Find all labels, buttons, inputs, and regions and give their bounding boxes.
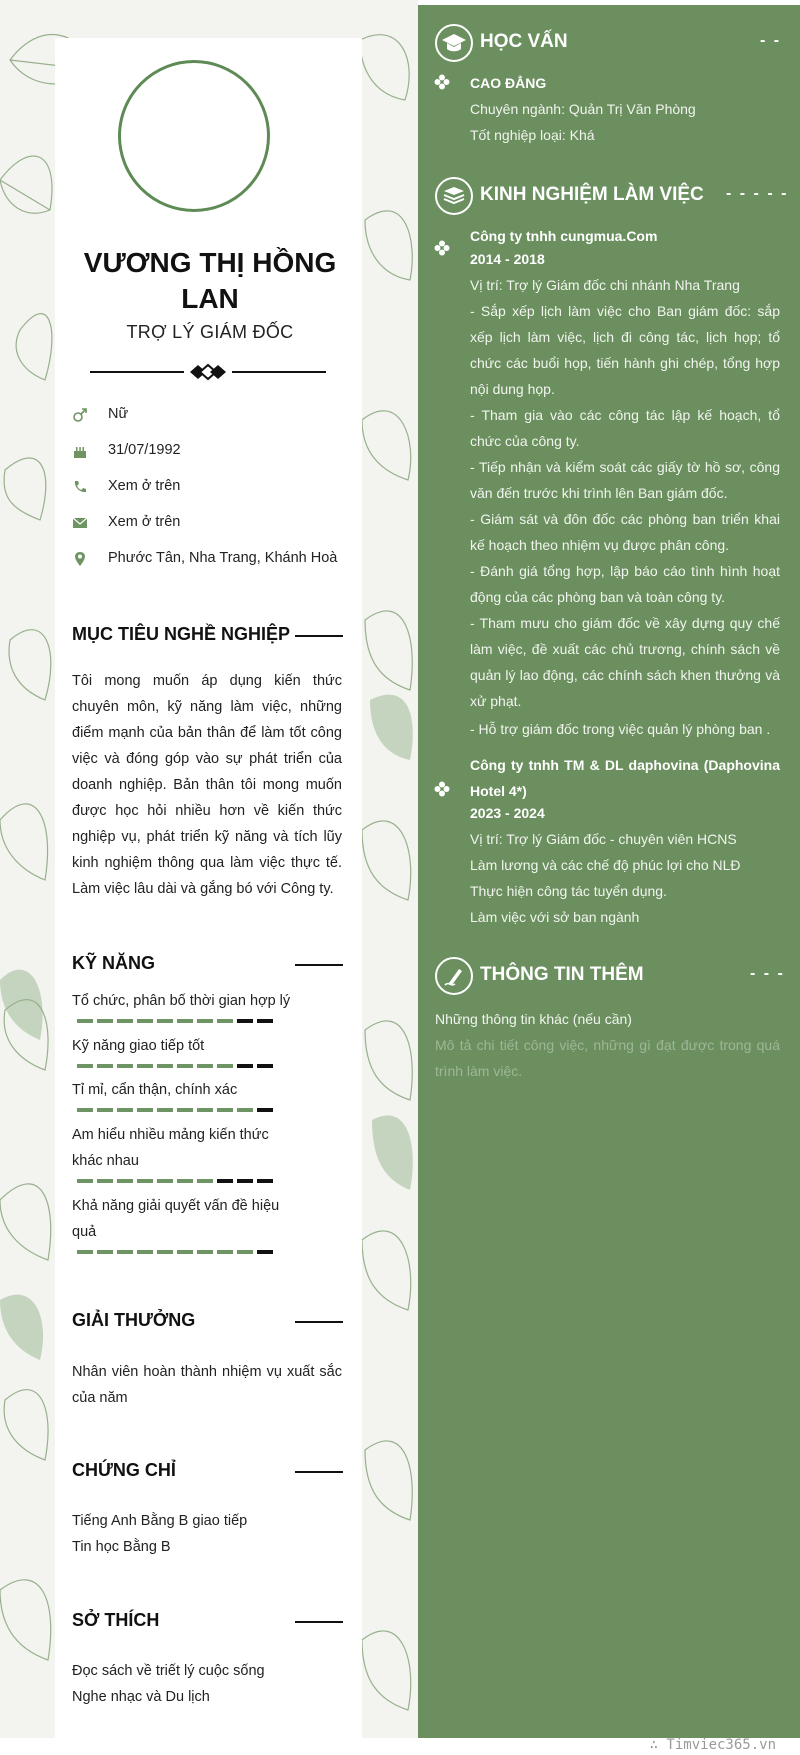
skill-level-bar — [77, 1064, 297, 1069]
education-grade: Tốt nghiệp loại: Khá — [470, 127, 595, 143]
skill-level-segment — [97, 1179, 113, 1183]
skill-level-segment — [197, 1250, 213, 1254]
education-title: HỌC VẤN — [480, 31, 568, 52]
skill-level-segment — [97, 1108, 113, 1112]
skill-level-segment — [137, 1179, 153, 1183]
skill-level-segment — [217, 1019, 233, 1023]
location-pin-icon — [72, 551, 88, 567]
awards-title-line — [295, 1321, 343, 1323]
skill-level-segment — [177, 1108, 193, 1112]
skill-level-segment — [257, 1064, 273, 1068]
skill-name: Tổ chức, phân bố thời gian hợp lý — [72, 993, 291, 1009]
objective-title-line — [295, 635, 343, 637]
flower-bullet-icon — [434, 74, 450, 90]
education-dashes: - - — [760, 32, 782, 49]
phone-icon — [72, 479, 88, 495]
job-duty: - Tiếp nhận và kiểm soát các giấy tờ hồ sơ, công văn đến trước khi trình lên Ban giám đốc. — [470, 459, 780, 501]
awards-text: Nhân viên hoàn thành nhiệm vụ xuất sắc của năm — [72, 1364, 342, 1406]
skill-level-segment — [197, 1064, 213, 1068]
education-major: Chuyên ngành: Quản Trị Văn Phòng — [470, 101, 696, 117]
skill-level-segment — [157, 1108, 173, 1112]
skill-level-segment — [97, 1064, 113, 1068]
skill-level-segment — [77, 1019, 93, 1023]
skill-name: Khả năng giải quyết vấn đề hiệu quả — [72, 1198, 280, 1240]
skill-level-segment — [177, 1064, 193, 1068]
skill-level-segment — [217, 1064, 233, 1068]
skill-level-segment — [237, 1064, 253, 1068]
skill-level-segment — [157, 1019, 173, 1023]
job-duty: Thực hiện công tác tuyển dụng. — [470, 883, 667, 899]
skill-level-segment — [217, 1250, 233, 1254]
profile-photo-placeholder[interactable] — [118, 60, 270, 212]
skill-level-segment — [117, 1019, 133, 1023]
job-duty: - Tham gia vào các công tác lập kế hoạch, tổ chức của công ty. — [470, 407, 780, 449]
skill-level-segment — [97, 1019, 113, 1023]
contact-birthday — [72, 442, 372, 462]
candidate-name: VƯƠNG THỊ HỒNG LAN — [83, 247, 337, 314]
skill-level-segment — [77, 1108, 93, 1112]
additional-text: Những thông tin khác (nếu cần) — [435, 1011, 632, 1027]
skill-level-segment — [217, 1179, 233, 1183]
additional-placeholder[interactable]: Mô tả chi tiết công việc, những gì đạt được trong quá trình làm việc. — [435, 1037, 780, 1079]
job-duty: - Giám sát và đôn đốc các phòng ban triển khai kế hoạch theo nhiệm vụ được phân công. — [470, 511, 780, 553]
skill-level-segment — [237, 1108, 253, 1112]
awards-title: GIẢI THƯỞNG — [72, 1310, 196, 1330]
contact-phone — [72, 478, 372, 498]
job-duty: - Tham mưu cho giám đốc về xây dựng quy chế làm việc, đề xuất các chủ trương, chính sách về quản lý lao động, các chính sách khen thưởng và xử phạt. — [470, 615, 780, 709]
education-level: CAO ĐẲNG — [470, 75, 547, 91]
skill-level-segment — [237, 1179, 253, 1183]
job-duty: - Đánh giá tổng hợp, lập báo cáo tình hình hoạt động của các phòng ban và toàn công ty. — [470, 563, 780, 605]
hobbies-title-line — [295, 1621, 343, 1623]
skill-level-segment — [157, 1250, 173, 1254]
job-company: Công ty tnhh cungmua.Com — [470, 228, 658, 244]
skill-level-segment — [137, 1108, 153, 1112]
certificates-title: CHỨNG CHỈ — [72, 1460, 176, 1480]
skill-level-segment — [197, 1179, 213, 1183]
gender-value: Nữ — [108, 406, 129, 422]
certificates-title-line — [295, 1471, 343, 1473]
certificate-item: Tin học Bằng B — [72, 1539, 171, 1555]
name-divider-ornament — [90, 362, 326, 382]
skill-level-bar — [77, 1108, 297, 1113]
skill-level-segment — [117, 1064, 133, 1068]
skill-level-segment — [117, 1108, 133, 1112]
skill-level-segment — [157, 1064, 173, 1068]
book-stack-icon — [435, 177, 473, 215]
skill-level-segment — [197, 1019, 213, 1023]
email-icon — [72, 515, 88, 531]
skill-level-segment — [237, 1019, 253, 1023]
experience-dashes: - - - - - — [726, 185, 789, 202]
contact-address — [72, 550, 372, 570]
skill-level-segment — [137, 1250, 153, 1254]
birthday-value: 31/07/1992 — [108, 442, 181, 458]
skill-level-segment — [237, 1250, 253, 1254]
address-value: Phước Tân, Nha Trang, Khánh Hoà — [108, 550, 338, 566]
gender-icon — [72, 407, 88, 423]
skill-name: Tỉ mỉ, cẩn thận, chính xác — [72, 1082, 238, 1098]
skill-level-bar — [77, 1179, 297, 1184]
skill-level-segment — [97, 1250, 113, 1254]
skill-level-segment — [137, 1019, 153, 1023]
skill-level-bar — [77, 1250, 297, 1255]
skill-level-segment — [257, 1179, 273, 1183]
skill-level-segment — [77, 1064, 93, 1068]
skill-level-segment — [117, 1250, 133, 1254]
skill-level-segment — [197, 1108, 213, 1112]
hobby-item: Đọc sách về triết lý cuộc sống — [72, 1663, 265, 1679]
skill-level-segment — [257, 1108, 273, 1112]
experience-title: KINH NGHIỆM LÀM VIỆC — [480, 184, 704, 205]
pen-signature-icon — [435, 957, 473, 995]
objective-text: Tôi mong muốn áp dụng kiến thức chuyên môn, kỹ năng làm việc, những điểm mạnh của bản thân để làm tốt công việc và đóng góp vào sự phát triển của doanh nghiệp. Bản thân tôi mong muốn được học hỏi nhiều hơn về kiến thức nghiệp vụ, phát triển kỹ năng và tích lũy kinh nghiệm thông qua làm việc thực tế. Làm việc lâu dài và gắng bó với Công ty. — [72, 673, 342, 897]
job-position: Vị trí: Trợ lý Giám đốc chi nhánh Nha Trang — [470, 277, 740, 293]
email-value[interactable]: Xem ở trên — [108, 514, 181, 530]
skill-level-segment — [117, 1179, 133, 1183]
skill-level-segment — [177, 1019, 193, 1023]
skill-level-segment — [77, 1179, 93, 1183]
skill-level-segment — [157, 1179, 173, 1183]
skill-level-segment — [177, 1179, 193, 1183]
job-period: 2023 - 2024 — [470, 805, 545, 821]
skill-name: Kỹ năng giao tiếp tốt — [72, 1038, 205, 1054]
additional-dashes: - - - — [750, 965, 785, 982]
phone-value[interactable]: Xem ở trên — [108, 478, 181, 494]
job-duty: - Hỗ trợ giám đốc trong việc quản lý phòng ban . — [470, 721, 771, 737]
job-duty: Làm việc với sở ban ngành — [470, 909, 640, 925]
skills-title-line — [295, 964, 343, 966]
skill-level-segment — [217, 1108, 233, 1112]
contact-gender — [72, 406, 372, 426]
objective-title: MỤC TIÊU NGHỀ NGHIỆP — [72, 624, 291, 644]
skill-level-segment — [177, 1250, 193, 1254]
skill-level-segment — [257, 1019, 273, 1023]
site-watermark: ∴ Timviec365.vn — [649, 1737, 776, 1753]
job-period: 2014 - 2018 — [470, 251, 545, 267]
skill-name: Am hiểu nhiều mảng kiến thức khác nhau — [72, 1127, 269, 1169]
skill-level-segment — [257, 1250, 273, 1254]
job-duty: - Sắp xếp lịch làm việc cho Ban giám đốc: sắp xếp lịch làm việc, lịch đi công tác, lịch họp; tổ chức các buổi họp, tiến hành ghi chép, tổng hợp nội dung họp. — [470, 303, 780, 397]
job-position: Vị trí: Trợ lý Giám đốc - chuyên viên HCNS — [470, 831, 737, 847]
hobby-item: Nghe nhạc và Du lịch — [72, 1689, 210, 1705]
contact-email — [72, 514, 372, 534]
additional-title: THÔNG TIN THÊM — [480, 964, 644, 985]
skill-level-segment — [77, 1250, 93, 1254]
certificate-item: Tiếng Anh Bằng B giao tiếp — [72, 1513, 248, 1529]
hobbies-title: SỞ THÍCH — [72, 1610, 160, 1630]
skill-level-segment — [137, 1064, 153, 1068]
flower-bullet-icon — [434, 781, 450, 797]
flower-bullet-icon — [434, 240, 450, 256]
job-title: TRỢ LÝ GIÁM ĐỐC — [126, 322, 294, 342]
skills-title: KỸ NĂNG — [72, 953, 156, 973]
birthday-cake-icon — [72, 443, 88, 459]
job-duty: Làm lương và các chế độ phúc lợi cho NLĐ — [470, 857, 741, 873]
skill-level-bar — [77, 1019, 297, 1024]
job-company: Công ty tnhh TM & DL daphovina (Daphovina Hotel 4*) — [470, 757, 780, 799]
graduation-cap-icon — [435, 24, 473, 62]
